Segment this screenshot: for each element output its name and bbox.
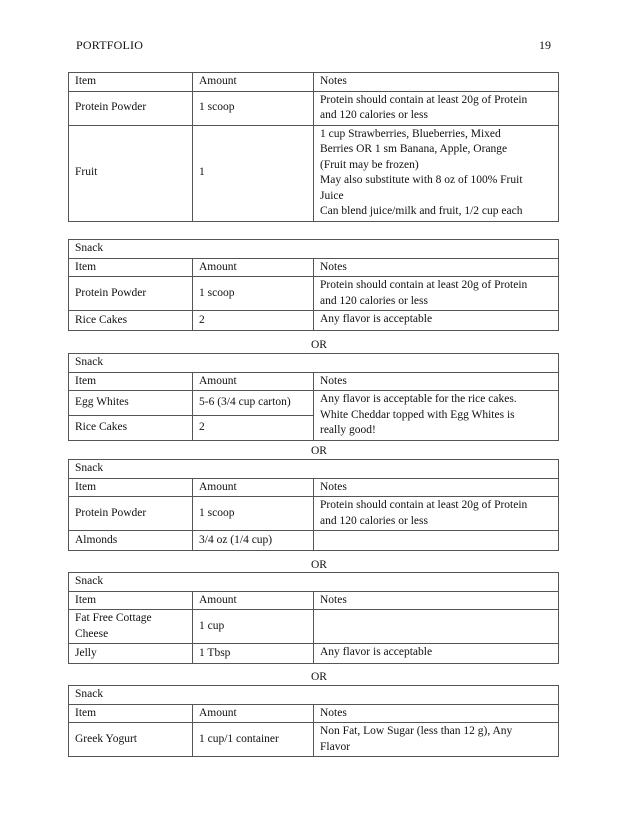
table-row bbox=[69, 277, 559, 311]
snack-table-5 bbox=[68, 685, 559, 757]
notes-cell: Any flavor is acceptable bbox=[314, 644, 559, 664]
notes-line: and 120 calories or less bbox=[320, 109, 428, 122]
snack-label-row bbox=[69, 240, 559, 259]
snack-label: Snack bbox=[69, 460, 559, 479]
column-header-notes: Notes bbox=[314, 591, 559, 610]
column-header-amount: Amount bbox=[193, 372, 314, 391]
notes-cell bbox=[314, 125, 559, 221]
notes-line: Protein should contain at least 20g of Protein bbox=[320, 279, 528, 292]
amount-cell: 1 Tbsp bbox=[193, 644, 314, 664]
item-cell: Egg Whites bbox=[69, 391, 193, 416]
notes-line: Any flavor is acceptable for the rice cakes. bbox=[320, 393, 517, 406]
or-divider: OR bbox=[311, 445, 327, 457]
snack-label: Snack bbox=[69, 686, 559, 705]
amount-cell: 5-6 (3/4 cup carton) bbox=[193, 391, 314, 416]
snack-label: Snack bbox=[69, 573, 559, 592]
table-row bbox=[69, 644, 559, 664]
column-header-notes: Notes bbox=[314, 478, 559, 497]
table-row bbox=[69, 610, 559, 644]
snack-label-row bbox=[69, 354, 559, 373]
notes-line: Juice bbox=[320, 189, 344, 202]
column-header-item: Item bbox=[69, 258, 193, 277]
amount-cell: 1 bbox=[193, 125, 314, 221]
notes-cell bbox=[314, 497, 559, 531]
notes-line: (Fruit may be frozen) bbox=[320, 158, 419, 171]
notes-cell bbox=[314, 277, 559, 311]
notes-cell bbox=[314, 391, 559, 441]
table-row bbox=[69, 125, 559, 221]
table-header-row bbox=[69, 258, 559, 277]
item-cell: Protein Powder bbox=[69, 497, 193, 531]
column-header-notes: Notes bbox=[314, 704, 559, 723]
column-header-notes: Notes bbox=[314, 258, 559, 277]
table-header-row bbox=[69, 372, 559, 391]
amount-cell: 3/4 oz (1/4 cup) bbox=[193, 531, 314, 551]
table-header-row bbox=[69, 704, 559, 723]
running-header-title: PORTFOLIO bbox=[76, 38, 144, 52]
notes-line: Flavor bbox=[320, 740, 351, 753]
item-cell: Jelly bbox=[69, 644, 193, 664]
table-header-row bbox=[69, 73, 559, 92]
amount-cell: 1 scoop bbox=[193, 91, 314, 125]
notes-line: May also substitute with 8 oz of 100% Fruit bbox=[320, 174, 523, 187]
item-line: Cheese bbox=[75, 627, 109, 640]
snack-label-row bbox=[69, 686, 559, 705]
notes-line: Protein should contain at least 20g of Protein bbox=[320, 499, 528, 512]
notes-line: Non Fat, Low Sugar (less than 12 g), Any bbox=[320, 725, 513, 738]
page-number: 19 bbox=[539, 38, 551, 52]
snack-label: Snack bbox=[69, 354, 559, 373]
item-cell: Rice Cakes bbox=[69, 311, 193, 331]
notes-line: White Cheddar topped with Egg Whites is bbox=[320, 408, 515, 421]
item-cell: Protein Powder bbox=[69, 277, 193, 311]
notes-line: Berries OR 1 sm Banana, Apple, Orange bbox=[320, 143, 508, 156]
table-row bbox=[69, 391, 559, 416]
or-divider: OR bbox=[311, 559, 327, 571]
amount-cell: 1 cup/1 container bbox=[193, 723, 314, 757]
snack-table-4 bbox=[68, 572, 559, 664]
or-divider: OR bbox=[311, 339, 327, 351]
amount-cell: 2 bbox=[193, 311, 314, 331]
amount-cell: 1 scoop bbox=[193, 497, 314, 531]
notes-cell bbox=[314, 723, 559, 757]
item-cell: Greek Yogurt bbox=[69, 723, 193, 757]
notes-cell bbox=[314, 610, 559, 644]
notes-line: and 120 calories or less bbox=[320, 514, 428, 527]
notes-cell: Any flavor is acceptable bbox=[314, 311, 559, 331]
column-header-item: Item bbox=[69, 704, 193, 723]
amount-cell: 1 cup bbox=[193, 610, 314, 644]
notes-line: Protein should contain at least 20g of Protein bbox=[320, 93, 528, 106]
snack-table-1 bbox=[68, 239, 559, 331]
snack-label-row bbox=[69, 460, 559, 479]
notes-line: Can blend juice/milk and fruit, 1/2 cup each bbox=[320, 205, 523, 218]
column-header-amount: Amount bbox=[193, 591, 314, 610]
column-header-notes: Notes bbox=[314, 73, 559, 92]
notes-line: 1 cup Strawberries, Blueberries, Mixed bbox=[320, 127, 501, 140]
column-header-item: Item bbox=[69, 591, 193, 610]
snack-label: Snack bbox=[69, 240, 559, 259]
item-cell bbox=[69, 610, 193, 644]
item-line: Fat Free Cottage bbox=[75, 612, 152, 625]
table-header-row bbox=[69, 478, 559, 497]
table-row bbox=[69, 531, 559, 551]
snack-table-2 bbox=[68, 353, 559, 441]
meal-table-1 bbox=[68, 72, 559, 222]
column-header-amount: Amount bbox=[193, 258, 314, 277]
column-header-notes: Notes bbox=[314, 372, 559, 391]
table-row bbox=[69, 91, 559, 125]
snack-table-3 bbox=[68, 459, 559, 551]
table-row bbox=[69, 497, 559, 531]
notes-cell bbox=[314, 531, 559, 551]
item-cell: Rice Cakes bbox=[69, 415, 193, 440]
notes-line: and 120 calories or less bbox=[320, 294, 428, 307]
column-header-amount: Amount bbox=[193, 478, 314, 497]
notes-cell bbox=[314, 91, 559, 125]
item-cell: Almonds bbox=[69, 531, 193, 551]
item-cell: Protein Powder bbox=[69, 91, 193, 125]
column-header-amount: Amount bbox=[193, 704, 314, 723]
table-row bbox=[69, 723, 559, 757]
notes-line: really good! bbox=[320, 424, 376, 437]
amount-cell: 2 bbox=[193, 415, 314, 440]
table-row bbox=[69, 311, 559, 331]
item-cell: Fruit bbox=[69, 125, 193, 221]
column-header-item: Item bbox=[69, 73, 193, 92]
or-divider: OR bbox=[311, 671, 327, 683]
column-header-item: Item bbox=[69, 372, 193, 391]
table-header-row bbox=[69, 591, 559, 610]
snack-label-row bbox=[69, 573, 559, 592]
column-header-amount: Amount bbox=[193, 73, 314, 92]
amount-cell: 1 scoop bbox=[193, 277, 314, 311]
column-header-item: Item bbox=[69, 478, 193, 497]
